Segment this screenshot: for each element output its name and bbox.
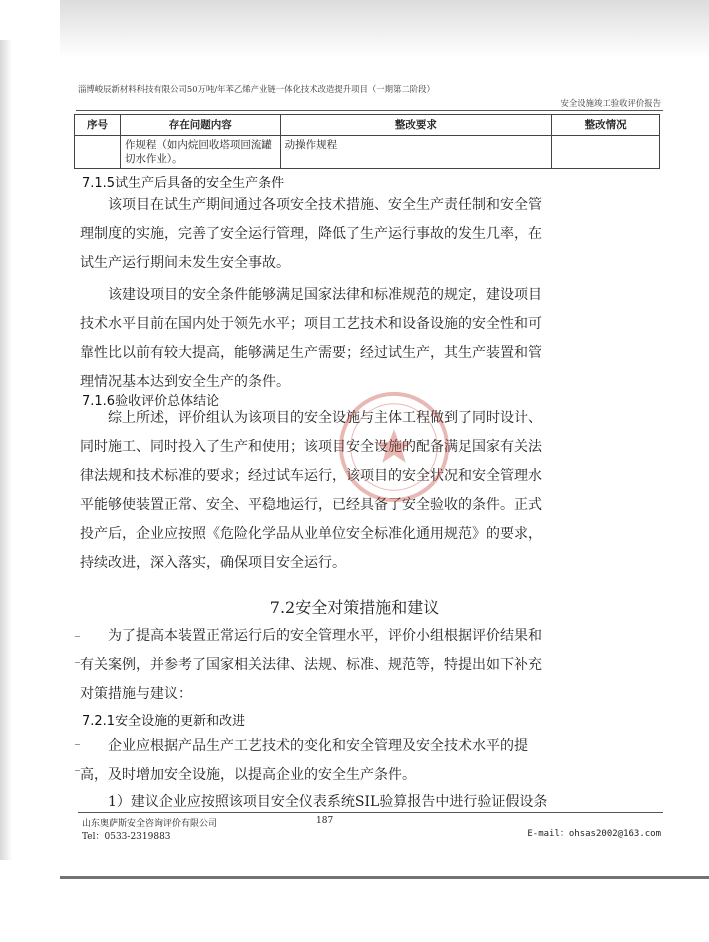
section-7-2-1-title: 7.2.1安全设施的更新和改进	[82, 714, 246, 729]
footer-email: E-mail：ohsas2002@163.com	[527, 829, 661, 839]
table-row	[75, 136, 660, 169]
col-header-index: 序号	[75, 115, 121, 136]
scan-shadow-left	[0, 40, 12, 860]
col-header-status: 整改情况	[552, 115, 660, 136]
section-7-1-5-paragraph-1	[80, 191, 670, 278]
cell-status	[552, 136, 660, 169]
paragraph-line: 同时施工、同时投入了生产和使用；该项目安全设施的配备满足国家有关法	[80, 439, 542, 455]
footer-company: 山东奥萨斯安全咨询评价有限公司	[82, 819, 218, 829]
paragraph-line: 投产后，企业应按照《危险化学品从业单位安全标准化通用规范》的要求，	[80, 526, 542, 542]
paragraph-line: 理制度的实施，完善了安全运行管理，降低了生产运行事故的发生几率，在	[80, 226, 542, 242]
company-seal	[335, 388, 453, 506]
section-7-1-5-title: 7.1.5试生产后具备的安全生产条件	[82, 176, 285, 191]
page-number: 187	[316, 816, 334, 826]
paragraph-line: 综上所述，评价组认为该项目的安全设施与主体工程做到了同时设计、	[108, 410, 542, 426]
margin-mark	[75, 770, 80, 771]
header-divider	[76, 110, 663, 111]
paragraph-line: 有关案例，并参考了国家相关法律、法规、标准、规范等，特提出如下补充	[80, 657, 542, 673]
paragraph-line: 对策措施与建议：	[80, 686, 192, 702]
paragraph-line: 为了提高本装置正常运行后的安全管理水平，评价小组根据评价结果和	[108, 628, 542, 644]
scan-edge-bottom	[60, 876, 709, 879]
section-7-1-5-paragraph-2	[80, 281, 670, 397]
header-project-name: 淄博峻辰新材料科技有限公司50万吨/年苯乙烯产业链一体化技术改造提升项目（一期第二阶段）	[78, 84, 435, 94]
section-7-1-6-title: 7.1.6验收评价总体结论	[82, 394, 220, 409]
paragraph-line: 该建设项目的安全条件能够满足国家法律和标准规范的规定，建设项目	[108, 287, 542, 303]
rectification-table	[74, 114, 660, 169]
section-7-2-paragraph-1	[80, 622, 670, 709]
paragraph-line: 平能够使装置正常、安全、平稳地运行，已经具备了安全验收的条件。正式	[80, 497, 542, 513]
col-header-requirement: 整改要求	[280, 115, 551, 136]
paragraph-line: 高，及时增加安全设施，以提高企业的安全生产条件。	[80, 767, 416, 783]
paragraph-line: 1）建议企业应按照该项目安全仪表系统SIL验算报告中进行验证假设条	[108, 794, 548, 810]
scan-shadow-top	[60, 0, 709, 58]
paragraph-line: 靠性比以前有较大提高，能够满足生产需要；经过试生产，其生产装置和管	[80, 345, 542, 361]
margin-mark	[75, 662, 80, 663]
paragraph-line: 律法规和技术标准的要求；经过试车运行，该项目的安全状况和安全管理水	[80, 468, 542, 484]
paragraph-line: 技术水平目前在国内处于领先水平；项目工艺技术和设备设施的安全性和可	[80, 316, 542, 332]
margin-mark	[75, 744, 80, 745]
footer-divider	[78, 812, 663, 813]
margin-mark	[75, 636, 80, 637]
paragraph-line: 试生产运行期间未发生安全事故。	[80, 255, 290, 271]
section-7-2-1-paragraph-1	[80, 732, 670, 790]
paragraph-line: 持续改进，深入落实，确保项目安全运行。	[80, 555, 346, 571]
cell-index	[75, 136, 121, 169]
cell-requirement: 动操作规程	[280, 136, 551, 169]
paragraph-line: 理情况基本达到安全生产的条件。	[80, 374, 290, 390]
col-header-issue: 存在问题内容	[120, 115, 280, 136]
header-report-title: 安全设施竣工验收评价报告	[560, 98, 661, 108]
cell-issue: 作规程（如内烷回收塔项回流罐切水作业）。	[120, 136, 280, 169]
section-7-2-title: 7.2安全对策措施和建议	[269, 598, 440, 617]
paragraph-line: 该项目在试生产期间通过各项安全技术措施、安全生产责任制和安全管	[108, 197, 542, 213]
footer-telephone: Tel：0533-2319883	[82, 832, 171, 842]
paragraph-line: 企业应根据产品生产工艺技术的变化和安全管理及安全技术水平的提	[108, 738, 528, 754]
table-header-row	[75, 115, 660, 136]
